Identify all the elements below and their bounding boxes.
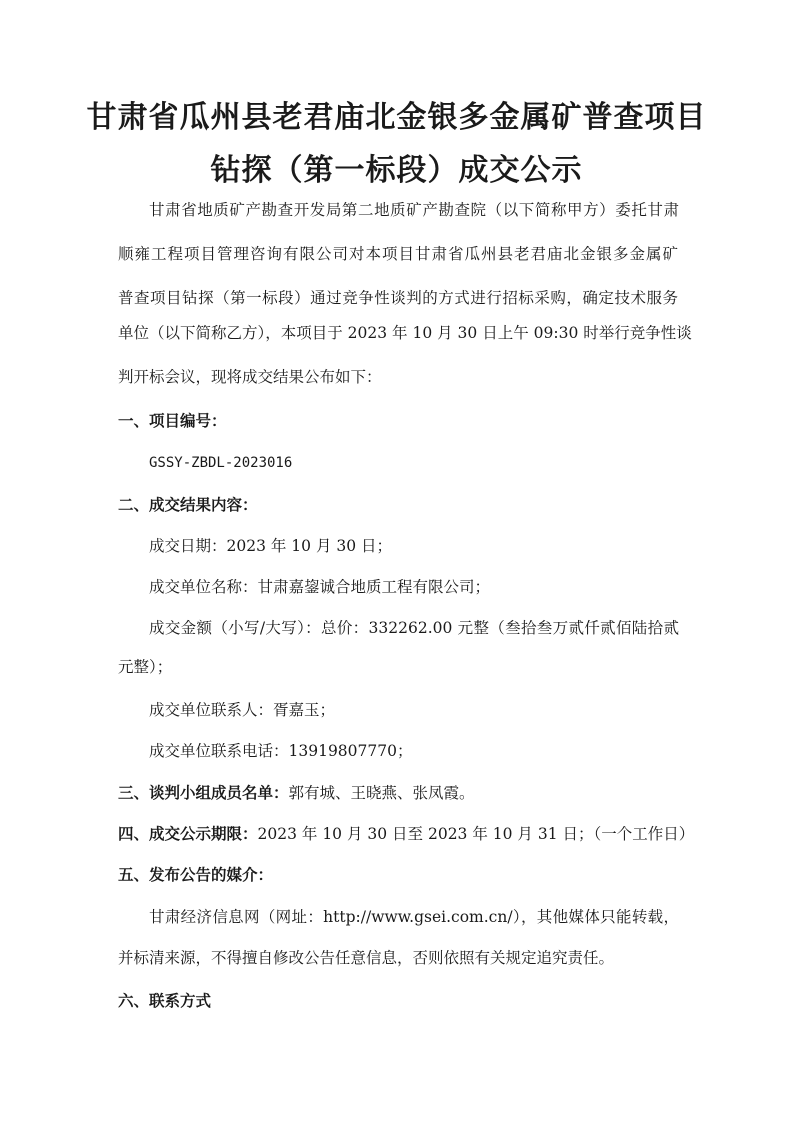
- media-line-2: 并标清来源，不得擅自修改公告任意信息，否则依照有关规定追究责任。: [118, 949, 615, 967]
- section-2-heading: 二、成交结果内容：: [118, 495, 258, 514]
- deal-date: 成交日期：2023 年 10 月 30 日；: [149, 537, 393, 555]
- section-4-heading: 四、成交公示期限：: [118, 824, 258, 843]
- section-6-heading: 六、联系方式: [118, 991, 212, 1010]
- section-3-heading: 三、谈判小组成员名单：: [118, 783, 289, 802]
- document-title-line-2: 钻探（第一标段）成交公示: [210, 153, 583, 188]
- intro-line-1: 甘肃省地质矿产勘查开发局第二地质矿产勘查院（以下简称甲方）委托甘肃: [149, 201, 679, 219]
- section-3: [118, 782, 678, 804]
- intro-line-3: 普查项目钻探（第一标段）通过竞争性谈判的方式进行招标采购，确定技术服务: [118, 289, 678, 307]
- publicity-period: 2023 年 10 月 30 日至 2023 年 10 月 31 日；（一个工作日）: [257, 825, 695, 843]
- document-title-line-1: 甘肃省瓜州县老君庙北金银多金属矿普查项目: [86, 100, 707, 135]
- deal-contact-person: 成交单位联系人：胥嘉玉；: [149, 701, 336, 719]
- deal-amount-line-2: 元整）；: [118, 658, 173, 676]
- intro-line-2: 顺雍工程项目管理咨询有限公司对本项目甘肃省瓜州县老君庙北金银多金属矿: [118, 245, 678, 263]
- deal-contact-phone: 成交单位联系电话：13919807770；: [149, 742, 413, 760]
- intro-line-5: 判开标会议，现将成交结果公布如下：: [118, 368, 382, 386]
- section-4: [118, 823, 695, 845]
- negotiation-members: 郭有城、王晓燕、张凤霞。: [288, 784, 475, 802]
- deal-unit-name: 成交单位名称：甘肃嘉鋆诚合地质工程有限公司；: [149, 578, 491, 596]
- section-1-heading: 一、项目编号：: [118, 411, 227, 430]
- deal-amount-line-1: 成交金额（小写/大写）：总价：332262.00 元整（叁拾叁万贰仟贰佰陆拾贰: [149, 619, 679, 637]
- media-line-1: 甘肃经济信息网（网址：http://www.gsei.com.cn/），其他媒体只能转载，: [149, 908, 679, 926]
- section-5-heading: 五、发布公告的媒介：: [118, 865, 274, 884]
- project-code: GSSY-ZBDL-2023016: [149, 455, 293, 471]
- intro-line-4: 单位（以下简称乙方），本项目于 2023 年 10 月 30 日上午 09:30 时举行竞争性谈: [118, 324, 692, 342]
